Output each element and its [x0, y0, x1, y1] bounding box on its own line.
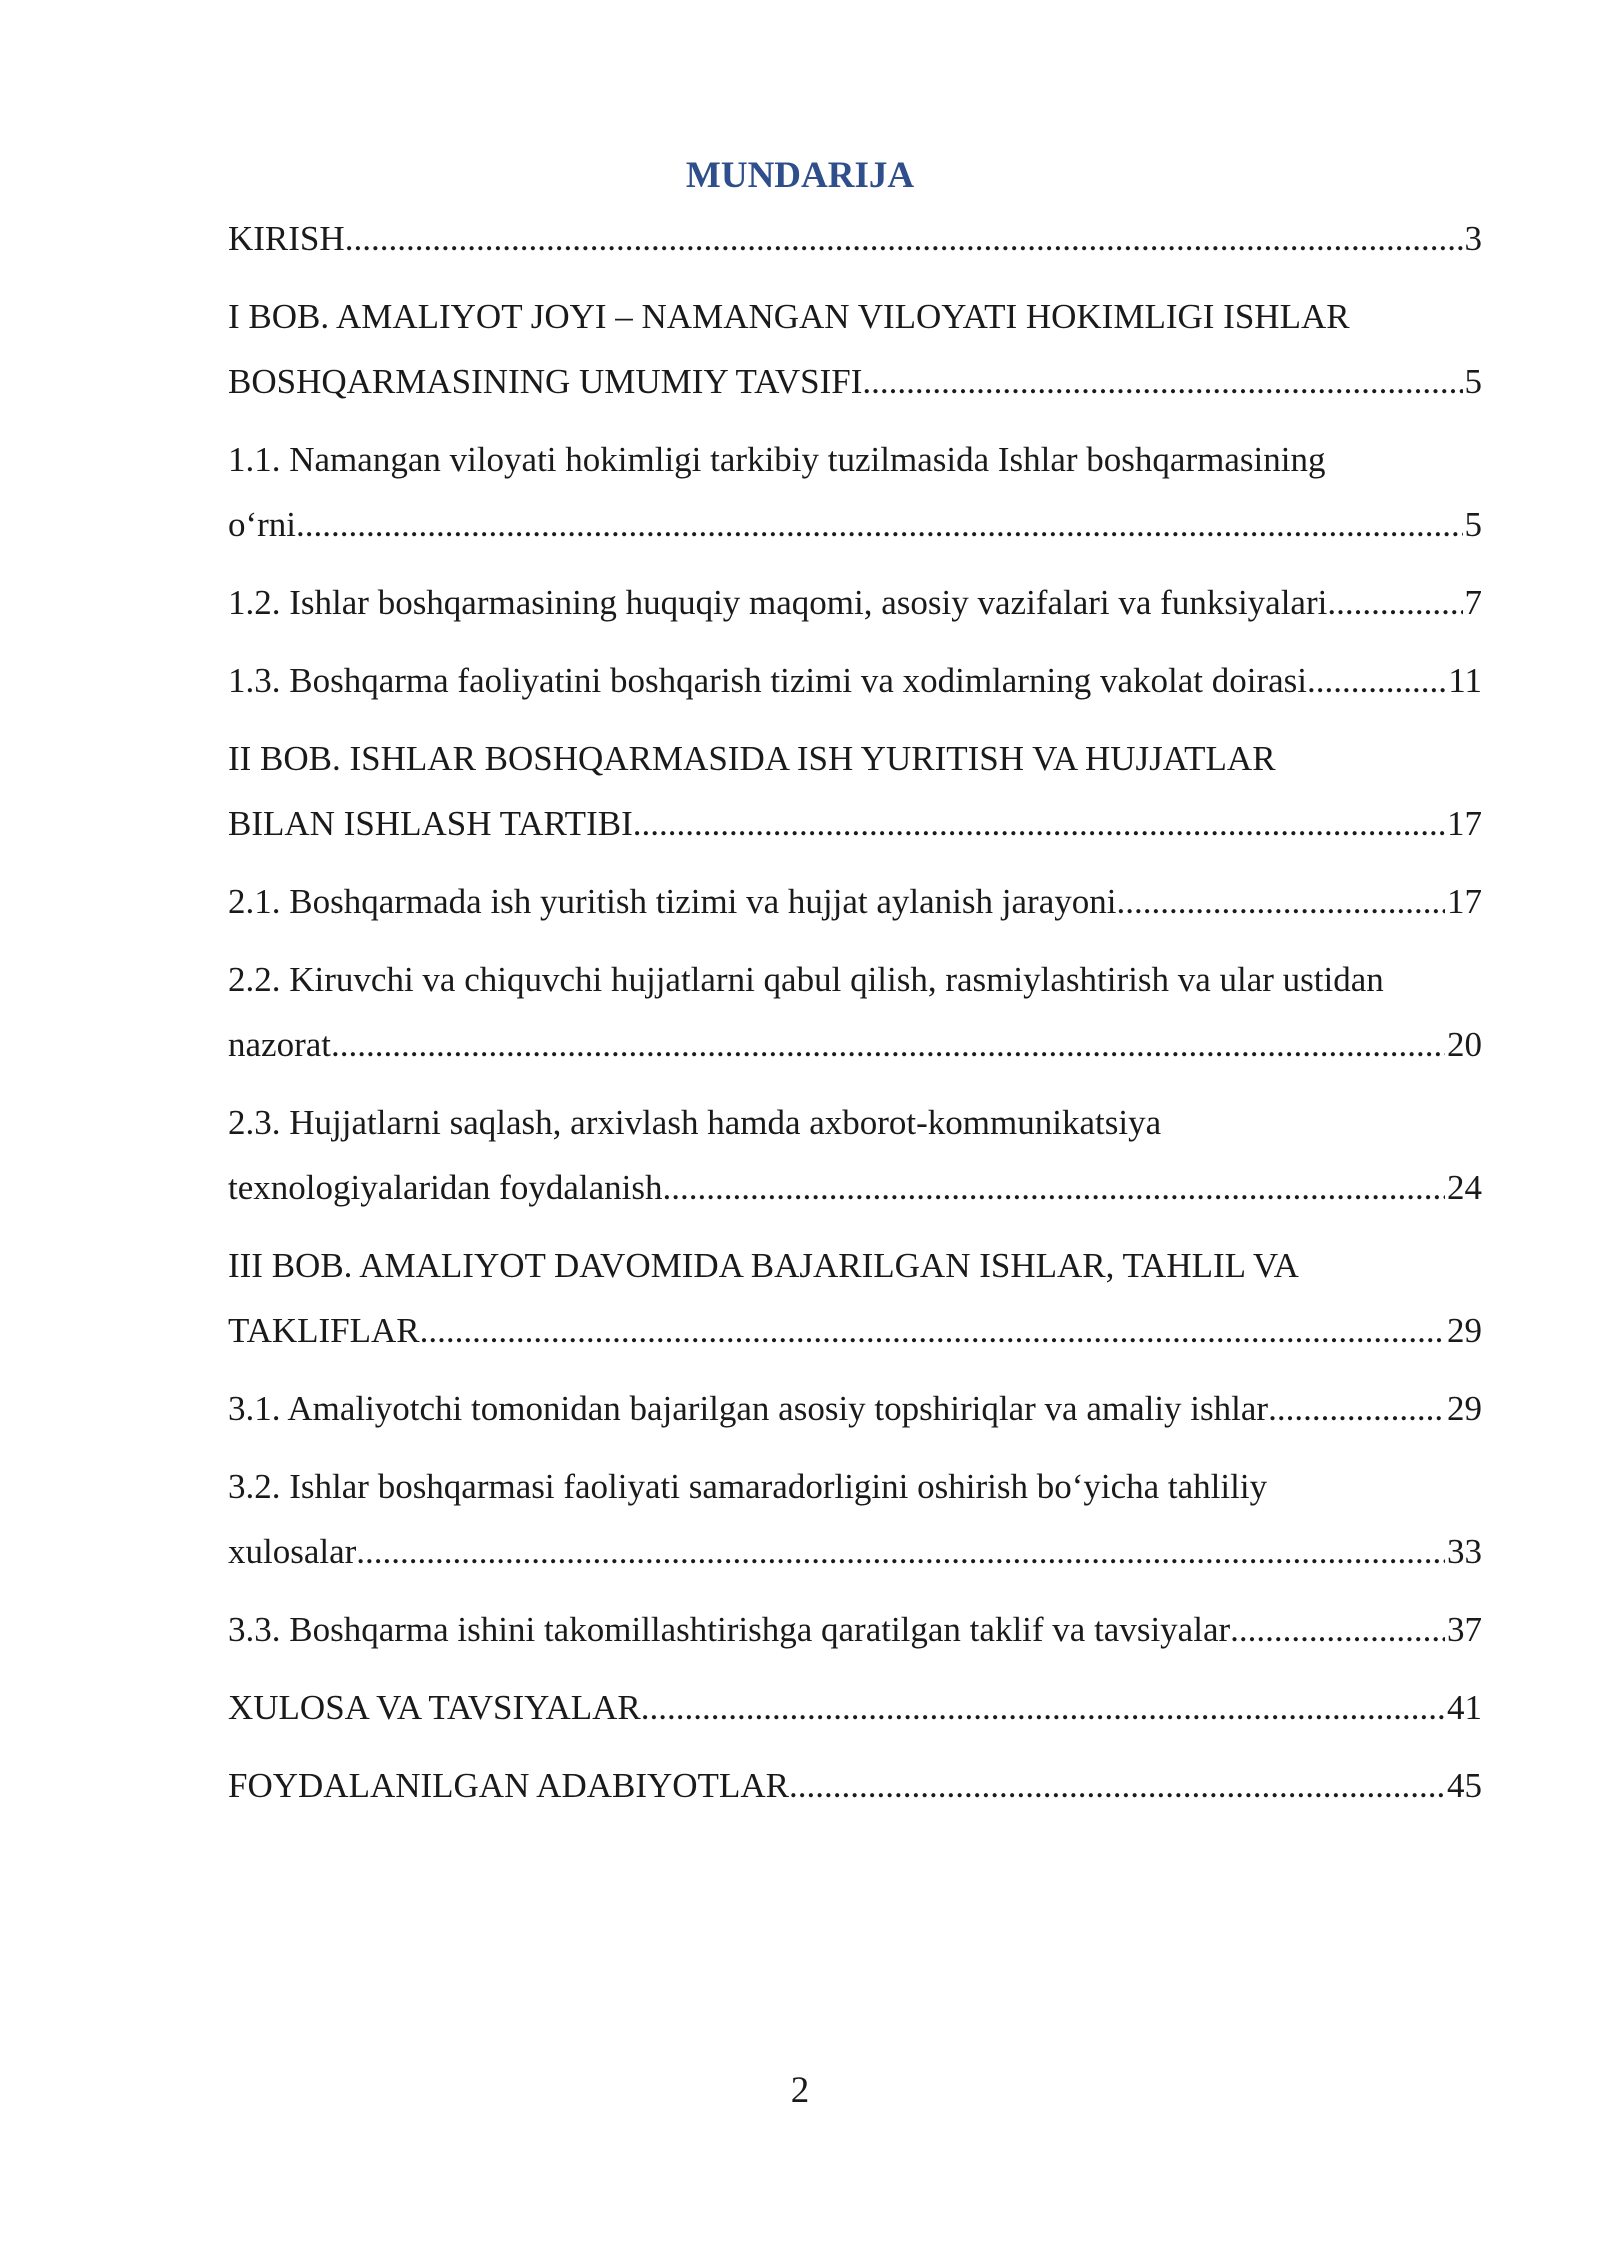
toc-entry-text: xulosalar: [228, 1532, 357, 1571]
toc-page-number: 37: [1447, 1610, 1482, 1649]
toc-entry-text: 2.1. Boshqarmada ish yuritish tizimi va hujjat aylanish jarayoni: [228, 882, 1117, 921]
dot-leader: [789, 1753, 1445, 1818]
toc-entry-text-line1: 1.1. Namangan viloyati hokimligi tarkibiy tuzilmasida Ishlar boshqarmasining: [228, 440, 1326, 479]
dot-leader: [296, 492, 1462, 557]
toc-page-number: 3: [1464, 219, 1482, 258]
toc-entry-text-line1: 2.3. Hujjatlarni saqlash, arxivlash hamda axborot-kommunikatsiya: [228, 1103, 1162, 1142]
toc-entry-adabiyotlar[interactable]: [228, 1753, 1482, 1818]
toc-entry-text-line1: I BOB. AMALIYOT JOYI – NAMANGAN VILOYATI HOKIMLIGI ISHLAR: [228, 297, 1350, 336]
toc-entry-text-line1: II BOB. ISHLAR BOSHQARMASIDA ISH YURITISH VA HUJJATLAR: [228, 739, 1276, 778]
toc-entry-2-1[interactable]: [228, 869, 1482, 934]
table-of-contents: [228, 206, 1482, 1831]
dot-leader: [1230, 1597, 1445, 1662]
toc-page-number: 29: [1447, 1389, 1482, 1428]
toc-entry-1-3[interactable]: [228, 648, 1482, 713]
toc-entry-text-line1: III BOB. AMALIYOT DAVOMIDA BAJARILGAN ISHLAR, TAHLIL VA: [228, 1246, 1299, 1285]
toc-entry-text: 1.2. Ishlar boshqarmasining huquqiy maqomi, asosiy vazifalari va funksiyalari.: [228, 583, 1337, 622]
dot-leader: [1336, 570, 1462, 635]
toc-page-number: 24: [1447, 1168, 1482, 1207]
toc-entry-text-line1: 3.2. Ishlar boshqarmasi faoliyati samaradorligini oshirish bo‘yicha tahliliy: [228, 1467, 1268, 1506]
toc-entry-text: texnologiyalaridan foydalanish: [228, 1168, 663, 1207]
toc-entry-1-1[interactable]: [228, 427, 1482, 557]
toc-entry-text: TAKLIFLAR: [228, 1311, 420, 1350]
dot-leader: [356, 1519, 1445, 1584]
dot-leader: [331, 1012, 1445, 1077]
toc-page-number: 5: [1464, 505, 1482, 544]
toc-entry-chapter-1[interactable]: [228, 284, 1482, 414]
toc-entry-text: o‘rni: [228, 505, 297, 544]
toc-entry-text: 1.3. Boshqarma faoliyatini boshqarish tizimi va xodimlarning vakolat doirasi: [228, 661, 1307, 700]
dot-leader: [862, 349, 1462, 414]
toc-entry-3-3[interactable]: [228, 1597, 1482, 1662]
toc-page-number: 17: [1447, 804, 1482, 843]
toc-page-number: 20: [1447, 1025, 1482, 1064]
toc-entry-3-1[interactable]: [228, 1376, 1482, 1441]
dot-leader: [662, 1155, 1445, 1220]
toc-page-number: 45: [1447, 1766, 1482, 1805]
dot-leader: [1307, 648, 1446, 713]
toc-entry-text: BILAN ISHLASH TARTIBI: [228, 804, 633, 843]
dot-leader: [420, 1298, 1445, 1363]
toc-entry-text: BOSHQARMASINING UMUMIY TAVSIFI: [228, 362, 863, 401]
toc-entry-2-2[interactable]: [228, 947, 1482, 1077]
dot-leader: [1116, 869, 1445, 934]
toc-entry-kirish[interactable]: [228, 206, 1482, 271]
toc-entry-text: XULOSA VA TAVSIYALAR: [228, 1688, 641, 1727]
toc-page-number: 29: [1447, 1311, 1482, 1350]
toc-entry-text: KIRISH: [228, 219, 345, 258]
toc-entry-text-line1: 2.2. Kiruvchi va chiquvchi hujjatlarni qabul qilish, rasmiylashtirish va ular ustidan: [228, 960, 1384, 999]
toc-entry-1-2[interactable]: [228, 570, 1482, 635]
toc-entry-xulosa[interactable]: [228, 1675, 1482, 1740]
toc-title: MUNDARIJA: [685, 155, 915, 196]
toc-page-number: 11: [1448, 661, 1482, 700]
toc-entry-text: nazorat: [228, 1025, 331, 1064]
toc-page-number: 17: [1447, 882, 1482, 921]
dot-leader: [1268, 1376, 1445, 1441]
dot-leader: [633, 791, 1445, 856]
dot-leader: [345, 206, 1463, 271]
toc-page-number: 33: [1447, 1532, 1482, 1571]
toc-entry-chapter-3[interactable]: [228, 1233, 1482, 1363]
toc-page-number: 5: [1464, 362, 1482, 401]
toc-page-number: 41: [1447, 1688, 1482, 1727]
toc-entry-text: FOYDALANILGAN ADABIYOTLAR: [228, 1766, 789, 1805]
page-number: 2: [790, 2070, 810, 2111]
toc-entry-2-3[interactable]: [228, 1090, 1482, 1220]
toc-entry-text: 3.1. Amaliyotchi tomonidan bajarilgan asosiy topshiriqlar va amaliy ishlar: [228, 1389, 1269, 1428]
toc-entry-chapter-2[interactable]: [228, 726, 1482, 856]
toc-page-number: 7: [1464, 583, 1482, 622]
toc-entry-3-2[interactable]: [228, 1454, 1482, 1584]
toc-entry-text: 3.3. Boshqarma ishini takomillashtirishga qaratilgan taklif va tavsiyalar: [228, 1610, 1231, 1649]
dot-leader: [641, 1675, 1445, 1740]
